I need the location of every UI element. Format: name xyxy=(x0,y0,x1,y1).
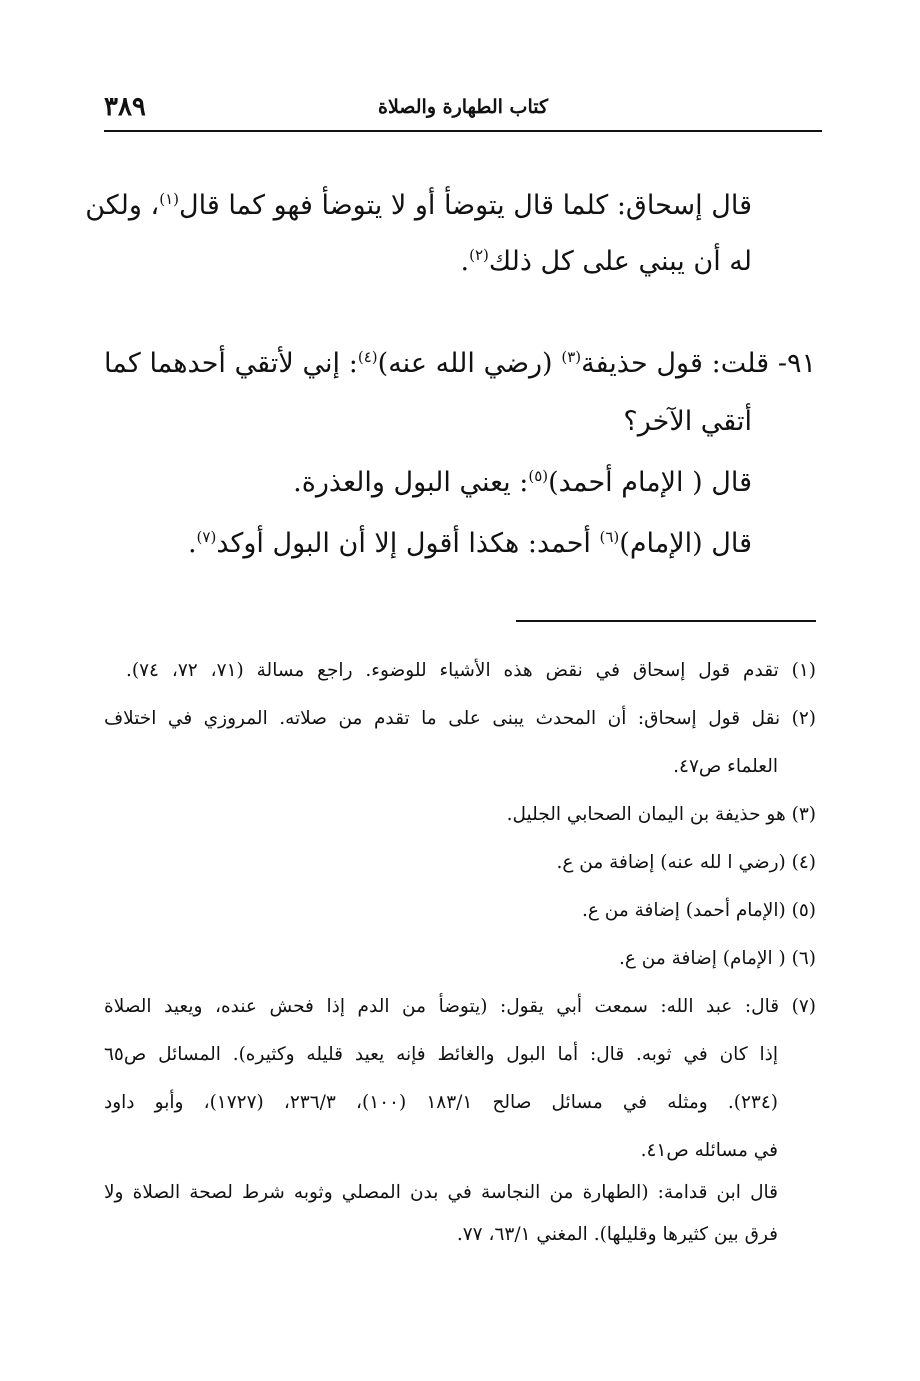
answer-2: قال (الإمام)$^{(٦)}$ أحمد: هكذا أقول إلا أن البول أوكد$^{(٧)}$. xyxy=(187,528,752,559)
footnote-5: (٥) (الإمام أحمد) إضافة من ع. xyxy=(581,900,816,921)
footnote-ref-6: (٦) xyxy=(599,528,620,546)
footnote-2-line-2: العلماء ص٤٧. xyxy=(673,756,778,777)
answer-1: قال ( الإمام أحمد)$^{(٥)}$: يعني البول والعذرة. xyxy=(293,467,752,498)
question-91-line-1: ٩١- قلت: قول حذيفة$^{(٣)}$ (رضي الله عنه)$^{(٤)}$: إني لأتقي أحدهما كما xyxy=(104,348,816,379)
footnote-ref-3: (٣) xyxy=(561,348,582,366)
paragraph-1-line-1: قال إسحاق: كلما قال يتوضأ أو لا يتوضأ فهو كما قال$^{(١)}$، ولكن xyxy=(85,190,752,221)
footnote-3: (٣) هو حذيفة بن اليمان الصحابي الجليل. xyxy=(506,804,816,825)
footnote-7-line-2: إذا كان في ثوبه. قال: أما البول والغائط فإنه يعيد قليله وكثيره). المسائل ص٦٥ xyxy=(104,1044,778,1065)
footnote-ref-4: (٤) xyxy=(357,348,378,366)
footnote-7-line-1: (٧) قال: عبد الله: سمعت أبي يقول: (يتوضأ من الدم إذا فحش عنده، ويعيد الصلاة xyxy=(104,996,816,1017)
footnote-6: (٦) ( الإمام) إضافة من ع. xyxy=(618,948,816,969)
footnote-2-line-1: (٢) نقل قول إسحاق: أن المحدث يبنى على ما تقدم من صلاته. المروزي في اختلاف xyxy=(104,708,816,729)
footnote-ref-2: (٢) xyxy=(469,246,489,264)
page-header xyxy=(104,88,822,132)
page-number: ٣٨٩ xyxy=(104,92,146,122)
footnote-7-line-3: (٢٣٤). ومثله في مسائل صالح ١٨٣/١ (١٠٠)، ٢٣٦/٣، (١٧٢٧)، وأبو داود xyxy=(104,1092,778,1113)
footnote-ref-1: (١) xyxy=(159,190,179,208)
footnote-divider xyxy=(516,620,816,622)
book-title: كتاب الطهارة والصلاة xyxy=(377,96,549,118)
footnote-7-line-6: فرق بين كثيرها وقليلها). المغني ٦٣/١، ٧٧. xyxy=(456,1224,778,1245)
footnote-7-line-5: قال ابن قدامة: (الطهارة من النجاسة في بدن المصلي وثوبه شرط لصحة الصلاة ولا xyxy=(104,1182,778,1203)
question-91-line-2: أتقي الآخر؟ xyxy=(623,406,752,437)
footnote-4: (٤) (رضي ا لله عنه) إضافة من ع. xyxy=(556,852,816,873)
paragraph-1-line-2: له أن يبني على كل ذلك$^{(٢)}$. xyxy=(460,246,752,277)
footnote-7-line-4: في مسائله ص٤١. xyxy=(640,1140,778,1161)
footnote-1: (١) تقدم قول إسحاق في نقض هذه الأشياء للوضوء. راجع مسالة (٧١، ٧٢، ٧٤). xyxy=(126,660,817,681)
footnote-ref-7: (٧) xyxy=(196,528,217,546)
footnote-ref-5: (٥) xyxy=(528,467,549,485)
